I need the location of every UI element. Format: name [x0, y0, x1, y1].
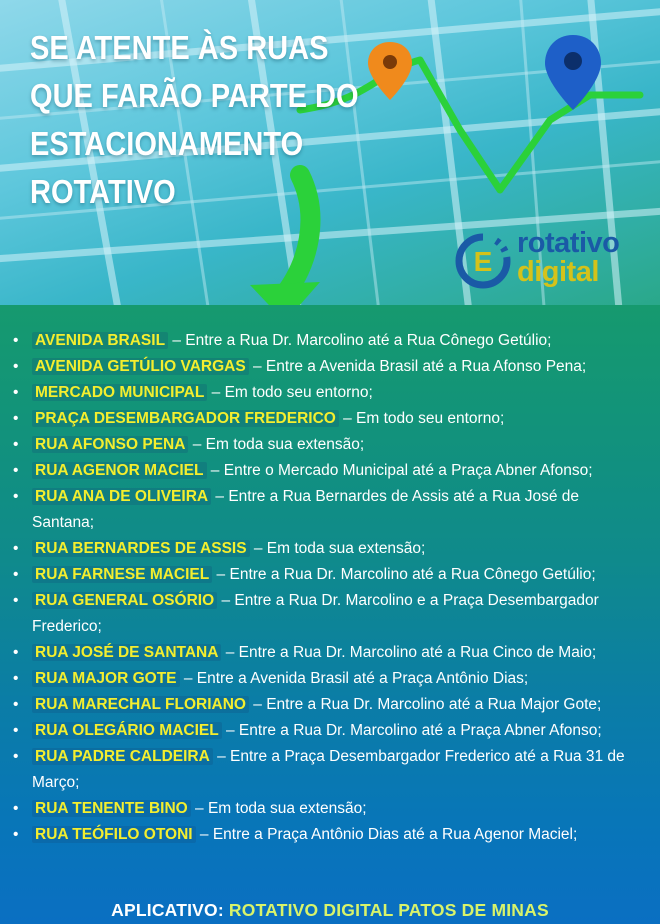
list-item	[0, 354, 660, 380]
map-pin-icon	[545, 35, 601, 110]
street-description: – Entre o Mercado Municipal até a Praça Abner Afonso;	[206, 462, 593, 479]
street-name: RUA PADRE CALDEIRA	[32, 748, 213, 765]
bullet-icon: •	[13, 566, 19, 583]
street-description: – Entre a Rua Dr. Marcolino até a Rua Cônego Getúlio;	[168, 332, 552, 349]
footer-prefix: APLICATIVO:	[111, 900, 229, 920]
street-description: – Entre a Rua Dr. Marcolino até a Rua Cinco de Maio;	[221, 644, 597, 661]
street-description: – Entre a Rua Bernardes de Assis até a Rua José de Santana;	[32, 488, 580, 531]
list-item	[0, 718, 660, 744]
bullet-icon: •	[13, 696, 19, 713]
street-name: AVENIDA BRASIL	[32, 332, 168, 349]
list-item	[0, 536, 660, 562]
logo-word-rotativo: rotativo	[517, 227, 620, 259]
street-name: RUA AGENOR MACIEL	[32, 462, 207, 479]
street-description: – Em toda sua extensão;	[188, 436, 365, 453]
list-item	[0, 822, 660, 848]
bullet-icon: •	[13, 592, 19, 609]
street-name: RUA MAJOR GOTE	[32, 670, 180, 687]
street-description: – Entre a Rua Dr. Marcolino até a Rua Cônego Getúlio;	[212, 566, 596, 583]
list-item	[0, 562, 660, 588]
street-description: – Entre a Praça Antônio Dias até a Rua Agenor Maciel;	[195, 826, 578, 843]
street-name: RUA FARNESE MACIEL	[32, 566, 212, 583]
street-name: RUA JOSÉ DE SANTANA	[32, 644, 221, 661]
logo-letter: E	[473, 246, 493, 277]
list-item	[0, 380, 660, 406]
bullet-icon: •	[13, 436, 19, 453]
list-item	[0, 692, 660, 718]
street-description: – Em toda sua extensão;	[190, 800, 367, 817]
app-footer	[0, 900, 660, 921]
street-name: RUA OLEGÁRIO MACIEL	[32, 722, 222, 739]
bullet-icon: •	[13, 384, 19, 401]
street-description: – Em todo seu entorno;	[338, 410, 505, 427]
logo-word-digital: digital	[517, 256, 599, 288]
bullet-icon: •	[13, 332, 19, 349]
bullet-icon: •	[13, 488, 19, 505]
bullet-icon: •	[13, 358, 19, 375]
street-name: AVENIDA GETÚLIO VARGAS	[32, 358, 249, 375]
list-item	[0, 406, 660, 432]
list-item	[0, 328, 660, 354]
title-line: SE ATENTE ÀS RUAS	[30, 29, 329, 66]
page-title	[30, 24, 359, 216]
street-description: – Entre a Avenida Brasil até a Rua Afonso Pena;	[248, 358, 587, 375]
street-description: – Em todo seu entorno;	[207, 384, 373, 401]
street-name: RUA AFONSO PENA	[32, 436, 188, 453]
street-name: RUA BERNARDES DE ASSIS	[32, 540, 250, 557]
footer-app-name: ROTATIVO DIGITAL PATOS DE MINAS	[228, 900, 549, 920]
list-item	[0, 458, 660, 484]
map-hero-banner	[0, 0, 660, 305]
street-name: RUA MARECHAL FLORIANO	[32, 696, 249, 713]
bullet-icon: •	[13, 826, 19, 843]
street-name: PRAÇA DESEMBARGADOR FREDERICO	[32, 410, 339, 427]
list-item	[0, 796, 660, 822]
street-description: – Entre a Rua Dr. Marcolino até a Praça Abner Afonso;	[221, 722, 602, 739]
bullet-icon: •	[13, 410, 19, 427]
street-name: RUA GENERAL OSÓRIO	[32, 592, 217, 609]
list-item	[0, 588, 660, 640]
street-description: – Entre a Rua Dr. Marcolino até a Rua Major Gote;	[248, 696, 602, 713]
bullet-icon: •	[13, 800, 19, 817]
list-item	[0, 484, 660, 536]
rotativo-digital-logo	[455, 225, 645, 295]
list-item	[0, 744, 660, 796]
bullet-icon: •	[13, 722, 19, 739]
street-description: – Entre a Praça Desembargador Frederico até a Rua 31 de Março;	[32, 748, 625, 791]
bullet-icon: •	[13, 748, 19, 765]
street-list	[0, 328, 660, 848]
list-item	[0, 640, 660, 666]
list-item	[0, 666, 660, 692]
bullet-icon: •	[13, 644, 19, 661]
street-description: – Em toda sua extensão;	[249, 540, 426, 557]
street-name: MERCADO MUNICIPAL	[32, 384, 207, 401]
bullet-icon: •	[13, 540, 19, 557]
street-name: RUA TEÓFILO OTONI	[32, 826, 196, 843]
bullet-icon: •	[13, 462, 19, 479]
logo-e-emblem-icon	[455, 233, 511, 289]
list-item	[0, 432, 660, 458]
street-name: RUA ANA DE OLIVEIRA	[32, 488, 211, 505]
street-description: – Entre a Avenida Brasil até a Praça Antônio Dias;	[179, 670, 529, 687]
street-description: – Entre a Rua Dr. Marcolino e a Praça Desembargador Frederico;	[32, 592, 599, 635]
title-line: ESTACIONAMENTO	[30, 125, 304, 162]
bullet-icon: •	[13, 670, 19, 687]
map-pin-icon	[368, 42, 412, 100]
street-name: RUA TENENTE BINO	[32, 800, 191, 817]
title-line: ROTATIVO	[30, 173, 176, 210]
title-line: QUE FARÃO PARTE DO	[30, 77, 359, 114]
